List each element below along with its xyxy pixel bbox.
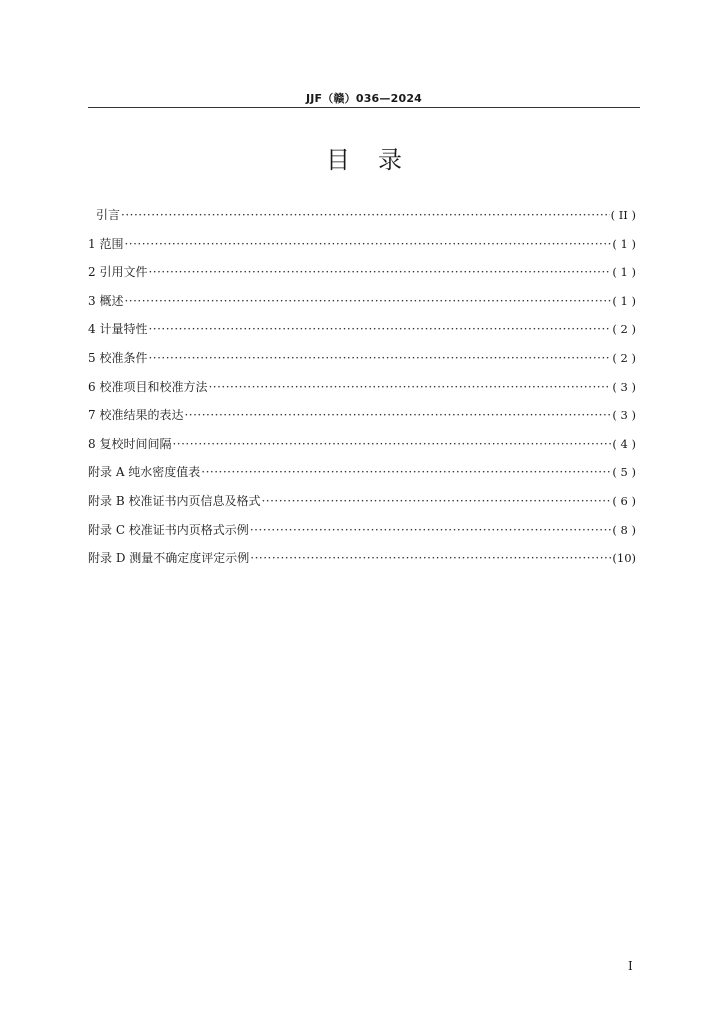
toc-leader-dots: [148, 322, 611, 336]
toc-leader-dots: [261, 494, 611, 508]
toc-entry-label: 3 概述: [88, 293, 124, 308]
toc-entry-label: 7 校准结果的表达: [88, 408, 184, 423]
toc-entry[interactable]: [88, 349, 636, 378]
toc-entry[interactable]: [88, 206, 636, 235]
toc-leader-dots: [250, 551, 611, 565]
toc-entry-label: 1 范围: [88, 236, 124, 251]
toc-entry[interactable]: [88, 521, 636, 550]
page-number: I: [628, 959, 633, 973]
toc-entry[interactable]: [88, 292, 636, 321]
toc-leader-dots: [148, 265, 611, 279]
toc-entry-label: 5 校准条件: [88, 350, 148, 365]
toc-leader-dots: [201, 465, 611, 479]
toc-entry-page: ( 4 ): [612, 436, 636, 451]
toc-entry-page: ( 1 ): [612, 293, 636, 308]
toc-leader-dots: [250, 523, 612, 537]
toc-entry[interactable]: [88, 320, 636, 349]
toc-entry[interactable]: [88, 263, 636, 292]
toc-entry-page: ( 5 ): [612, 465, 636, 480]
toc-entry-page: ( 2 ): [612, 350, 636, 365]
toc-leader-dots: [124, 294, 611, 308]
toc-leader-dots: [148, 351, 611, 365]
table-of-contents: [88, 206, 636, 578]
toc-entry-label: 附录 B 校准证书内页信息及格式: [88, 493, 261, 508]
toc-entry-page: ( 8 ): [612, 522, 636, 537]
toc-entry-page: (10): [612, 551, 636, 566]
toc-entry-page: ( 2 ): [612, 322, 636, 337]
header-divider: [88, 107, 640, 108]
toc-leader-dots: [124, 237, 611, 251]
toc-leader-dots: [208, 380, 611, 394]
toc-entry[interactable]: [88, 235, 636, 264]
toc-entry[interactable]: [88, 549, 636, 578]
toc-entry-page: ( 1 ): [612, 265, 636, 280]
toc-entry-label: 附录 C 校准证书内页格式示例: [88, 522, 249, 537]
toc-leader-dots: [172, 437, 611, 451]
toc-entry[interactable]: [88, 435, 636, 464]
document-code-header: JJF（赣）036—2024: [305, 92, 423, 105]
toc-entry-label: 附录 A 纯水密度值表: [88, 465, 201, 480]
toc-entry-page: ( 3 ): [612, 408, 636, 423]
toc-entry[interactable]: [88, 492, 636, 521]
toc-leader-dots: [184, 408, 611, 422]
toc-title: 目录: [326, 146, 430, 174]
toc-entry[interactable]: [88, 463, 636, 492]
toc-entry-page: ( 6 ): [612, 493, 636, 508]
toc-entry-label: 6 校准项目和校准方法: [88, 379, 208, 394]
toc-entry-label: 附录 D 测量不确定度评定示例: [88, 551, 250, 566]
toc-entry-label: 2 引用文件: [88, 265, 148, 280]
toc-leader-dots: [121, 208, 610, 222]
toc-entry-page: ( 3 ): [612, 379, 636, 394]
toc-entry-page: ( 1 ): [612, 236, 636, 251]
toc-entry[interactable]: [88, 406, 636, 435]
toc-entry-label: 4 计量特性: [88, 322, 148, 337]
toc-entry-label: 8 复校时间间隔: [88, 436, 172, 451]
toc-entry[interactable]: [88, 378, 636, 407]
toc-entry-page: ( II ): [610, 208, 636, 222]
toc-entry-label: 引言: [96, 208, 121, 222]
